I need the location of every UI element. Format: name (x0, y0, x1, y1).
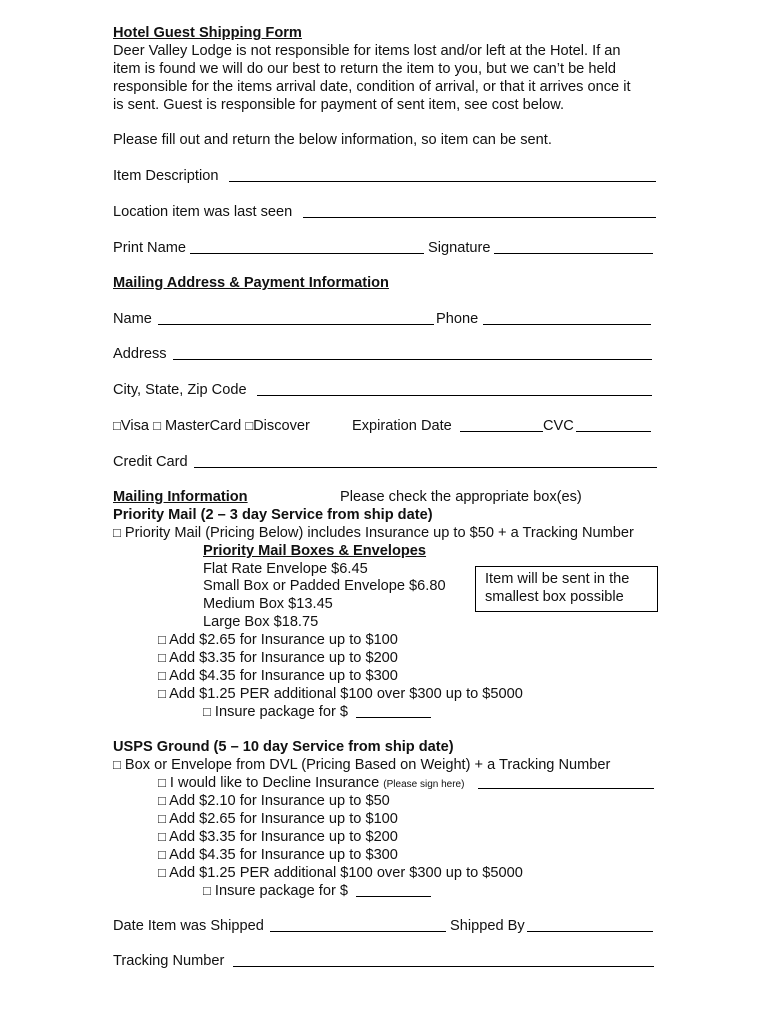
insurance-label: Add $1.25 PER additional $100 over $300 up to $5000 (169, 865, 523, 881)
ground-insurance-option (158, 792, 390, 810)
insurance-checkbox[interactable]: □ (158, 829, 166, 844)
insurance-label: Add $2.65 for Insurance up to $100 (169, 811, 398, 827)
address-label: Address (113, 346, 167, 362)
name-field[interactable] (158, 324, 434, 325)
priority-insure-package (203, 703, 348, 721)
insure-package-checkbox[interactable]: □ (203, 883, 211, 898)
credit-card-field[interactable] (194, 467, 657, 468)
phone-label: Phone (436, 311, 479, 327)
insurance-checkbox[interactable]: □ (158, 686, 166, 701)
insurance-label: Add $2.65 for Insurance up to $100 (169, 632, 398, 648)
intro-line-3: responsible for the items arrival date, condition of arrival, or that it arrives once it (113, 79, 631, 95)
expiration-label: Expiration Date (352, 418, 452, 434)
ground-heading: USPS Ground (5 – 10 day Service from ship date) (113, 739, 454, 755)
city-field[interactable] (257, 395, 652, 396)
visa-checkbox[interactable]: □ (113, 418, 121, 433)
mailing-info-heading: Mailing Information (113, 489, 248, 505)
cvc-label: CVC (543, 418, 574, 434)
insurance-label: Add $3.35 for Insurance up to $200 (169, 650, 398, 666)
shipped-by-field[interactable] (527, 931, 653, 932)
discover-checkbox[interactable]: □ (245, 418, 254, 433)
form-title: Hotel Guest Shipping Form (113, 25, 302, 41)
insurance-checkbox[interactable]: □ (158, 668, 166, 683)
intro-line-1: Deer Valley Lodge is not responsible for items lost and/or left at the Hotel. If an (113, 43, 621, 59)
phone-field[interactable] (483, 324, 651, 325)
signature-label: Signature (428, 240, 491, 256)
date-shipped-field[interactable] (270, 931, 446, 932)
insurance-checkbox[interactable]: □ (158, 793, 166, 808)
priority-option-label: Priority Mail (Pricing Below) includes Insurance up to $50 + a Tracking Number (124, 525, 634, 541)
credit-card-label: Credit Card (113, 454, 188, 470)
boxes-heading: Priority Mail Boxes & Envelopes (203, 543, 427, 559)
insurance-checkbox[interactable]: □ (158, 632, 166, 647)
insurance-checkbox[interactable]: □ (158, 865, 166, 880)
name-label: Name (113, 311, 152, 327)
ground-insurance-option (158, 810, 398, 828)
insure-package-label: Insure package for $ (214, 704, 348, 720)
box-option: Medium Box $13.45 (203, 596, 333, 612)
insurance-label: Add $2.10 for Insurance up to $50 (169, 793, 390, 809)
priority-checkbox[interactable]: □ (113, 525, 121, 540)
smallest-box-note: Item will be sent in the smallest box possible (475, 566, 658, 612)
tracking-field[interactable] (233, 966, 654, 967)
visa-label: Visa (120, 418, 149, 434)
decline-label: I would like to Decline Insurance (169, 775, 380, 791)
decline-note: (Please sign here) (383, 779, 465, 790)
priority-insurance-option (158, 649, 398, 667)
priority-insurance-option (158, 685, 523, 703)
ground-option (113, 756, 610, 774)
insurance-label: Add $4.35 for Insurance up to $300 (169, 668, 398, 684)
shipped-by-label: Shipped By (450, 918, 525, 934)
ground-checkbox[interactable]: □ (113, 757, 121, 772)
box-option: Large Box $18.75 (203, 614, 319, 630)
ground-insurance-option (158, 846, 398, 864)
mastercard-label: MasterCard (164, 418, 242, 434)
decline-insurance-option (158, 774, 464, 794)
priority-heading: Priority Mail (2 – 3 day Service from ship date) (113, 507, 433, 523)
insurance-label: Add $4.35 for Insurance up to $300 (169, 847, 398, 863)
check-note: Please check the appropriate box(es) (340, 489, 582, 505)
decline-checkbox[interactable]: □ (158, 775, 166, 790)
priority-option (113, 524, 634, 542)
cvc-field[interactable] (576, 431, 651, 432)
decline-signature-field[interactable] (478, 788, 654, 789)
expiration-field[interactable] (460, 431, 543, 432)
print-name-label: Print Name (113, 240, 186, 256)
ground-insurance-option (158, 864, 523, 882)
ground-insure-package (203, 882, 348, 900)
priority-insurance-option (158, 631, 398, 649)
intro-line-2: item is found we will do our best to return the item to you, but we can’t be held (113, 61, 616, 77)
card-type-row (113, 417, 310, 435)
signature-field[interactable] (494, 253, 653, 254)
instruction-text: Please fill out and return the below information, so item can be sent. (113, 132, 552, 148)
location-label: Location item was last seen (113, 204, 293, 220)
location-field[interactable] (303, 217, 656, 218)
mastercard-checkbox[interactable]: □ (153, 418, 161, 433)
insure-package-checkbox[interactable]: □ (203, 704, 211, 719)
insurance-label: Add $3.35 for Insurance up to $200 (169, 829, 398, 845)
item-description-label: Item Description (113, 168, 219, 184)
insurance-checkbox[interactable]: □ (158, 650, 166, 665)
city-label: City, State, Zip Code (113, 382, 247, 398)
discover-label: Discover (253, 418, 310, 434)
insurance-label: Add $1.25 PER additional $100 over $300 up to $5000 (169, 686, 523, 702)
print-name-field[interactable] (190, 253, 424, 254)
ground-option-label: Box or Envelope from DVL (Pricing Based on Weight) + a Tracking Number (124, 757, 611, 773)
insurance-checkbox[interactable]: □ (158, 811, 166, 826)
insure-package-label: Insure package for $ (214, 883, 348, 899)
ground-insure-amount-field[interactable] (356, 896, 431, 897)
intro-line-4: is sent. Guest is responsible for payment of sent item, see cost below. (113, 97, 565, 113)
tracking-label: Tracking Number (113, 953, 225, 969)
date-shipped-label: Date Item was Shipped (113, 918, 264, 934)
insurance-checkbox[interactable]: □ (158, 847, 166, 862)
address-field[interactable] (173, 359, 652, 360)
priority-insure-amount-field[interactable] (356, 717, 431, 718)
priority-insurance-option (158, 667, 398, 685)
ground-insurance-option (158, 828, 398, 846)
box-option: Flat Rate Envelope $6.45 (203, 561, 368, 577)
mailing-address-heading: Mailing Address & Payment Information (113, 275, 389, 291)
box-option: Small Box or Padded Envelope $6.80 (203, 578, 446, 594)
item-description-field[interactable] (229, 181, 656, 182)
